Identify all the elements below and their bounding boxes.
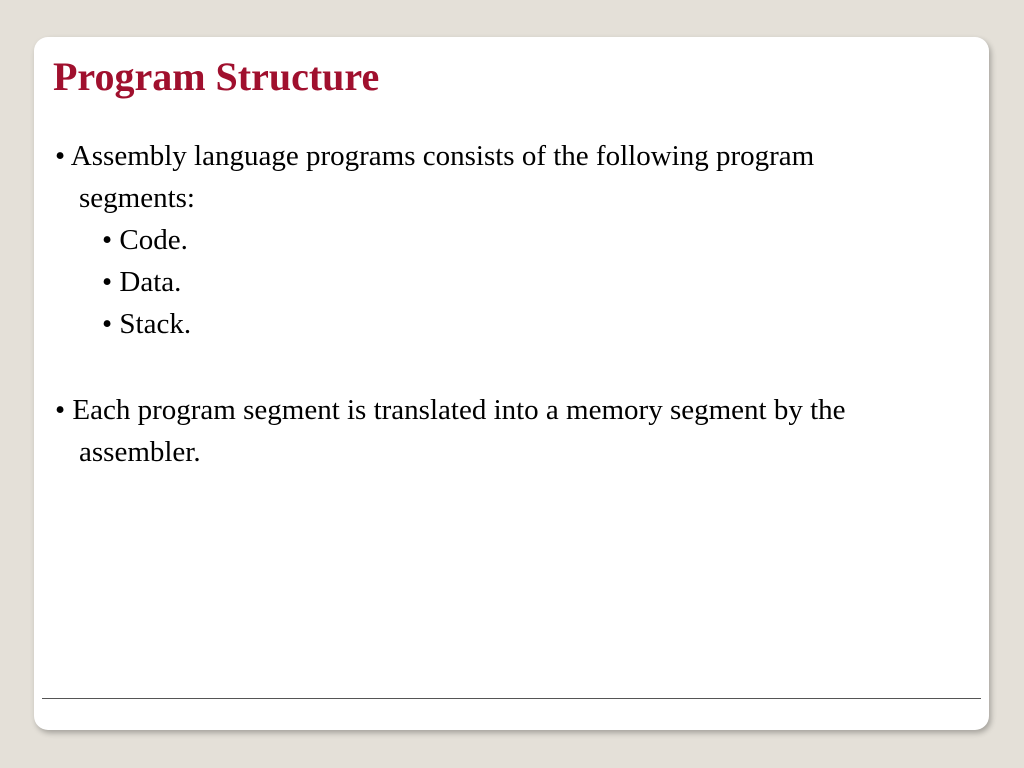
bullet-1-line-1: • Assembly language programs consists of the following program [55,140,815,172]
bullet-1-line-2: segments: [79,182,195,214]
sub-bullet-code: • Code. [102,224,188,256]
bullet-2-line-2: assembler. [79,436,201,468]
sub-bullet-stack: • Stack. [102,308,192,340]
footer-divider [42,698,981,699]
sub-bullet-data: • Data. [102,266,182,298]
slide-title: Program Structure [53,54,380,99]
bullet-2-line-1: • Each program segment is translated into a memory segment by the [55,394,846,426]
